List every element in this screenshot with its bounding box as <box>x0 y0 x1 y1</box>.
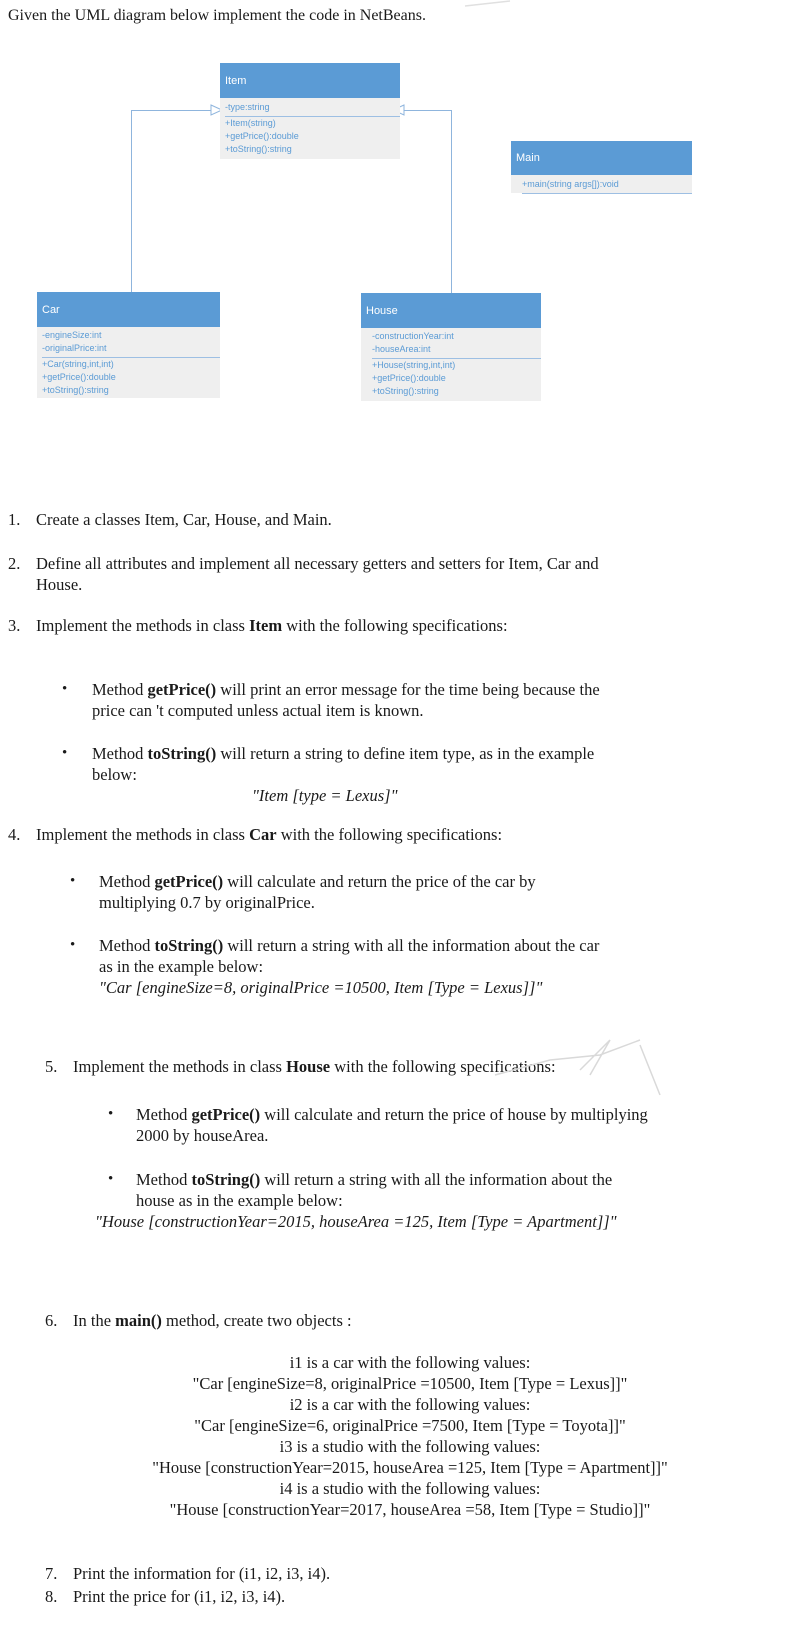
uml-attribute: -type:string <box>225 102 270 112</box>
uml-method: +toString():string <box>372 386 439 396</box>
step-3-bullet-2: Method toString() will return a string to define item type, as in the example <box>92 744 595 763</box>
uml-class-item-name: Item <box>220 63 400 98</box>
bullet-icon: • <box>70 873 76 889</box>
step-5-bullet-2-line-2: house as in the example below: <box>136 1191 343 1210</box>
step-4-text: Implement the methods in class Car with the following specifications: <box>36 825 503 844</box>
uml-class-car-name: Car <box>37 292 220 327</box>
step-5-example: "House [constructionYear=2015, houseArea =125, Item [Type = Apartment]]" <box>95 1212 617 1231</box>
object-definitions <box>60 1352 760 1520</box>
step-5-bullet-2: Method toString() will return a string with all the information about the <box>136 1170 613 1189</box>
step-number: 2. <box>8 554 21 573</box>
uml-method: +Car(string,int,int) <box>42 359 114 369</box>
uml-class-house <box>361 293 541 401</box>
bullet-icon: • <box>108 1106 114 1122</box>
uml-class-main-name: Main <box>511 141 692 175</box>
uml-class-car <box>37 292 220 398</box>
uml-attribute: -originalPrice:int <box>42 343 107 353</box>
object-line: "Car [engineSize=6, originalPrice =7500, Item [Type = Toyota]]" <box>194 1416 626 1435</box>
step-3-bullet-1-line-2: price can 't computed unless actual item is known. <box>92 701 424 720</box>
step-number: 1. <box>8 510 21 529</box>
bullet-icon: • <box>62 745 68 761</box>
step-3-bullet-2-line-2: below: <box>92 765 137 784</box>
step-6-text: In the main() method, create two objects : <box>73 1311 352 1330</box>
bullet-icon: • <box>62 681 68 697</box>
uml-method: +Item(string) <box>225 118 276 128</box>
step-number: 5. <box>45 1057 58 1076</box>
step-3-text: Implement the methods in class Item with the following specifications: <box>36 616 508 635</box>
step-8-text: Print the price for (i1, i2, i3, i4). <box>73 1587 286 1606</box>
step-3-example: "Item [type = Lexus]" <box>252 786 398 805</box>
uml-method: +getPrice():double <box>225 131 299 141</box>
uml-class-house-name: House <box>361 293 541 328</box>
object-line: i2 is a car with the following values: <box>289 1395 531 1414</box>
step-number: 7. <box>45 1564 58 1583</box>
step-2-line-2: House. <box>36 575 83 594</box>
step-5-bullet-1: Method getPrice() will calculate and return the price of house by multiplying <box>136 1105 648 1124</box>
step-1-text: Create a classes Item, Car, House, and Main. <box>36 510 332 529</box>
uml-method: +getPrice():double <box>372 373 446 383</box>
step-5-text: Implement the methods in class House with the following specifications: <box>73 1057 556 1076</box>
step-4-bullet-2: Method toString() will return a string with all the information about the car <box>99 936 600 955</box>
object-line: "House [constructionYear=2017, houseArea =58, Item [Type = Studio]]" <box>169 1500 651 1519</box>
step-4-bullet-2-line-2: as in the example below: <box>99 957 264 976</box>
object-line: "House [constructionYear=2015, houseArea =125, Item [Type = Apartment]]" <box>152 1458 668 1477</box>
uml-method: +House(string,int,int) <box>372 360 456 370</box>
uml-attribute: -engineSize:int <box>42 330 102 340</box>
uml-method: +main(string args[]):void <box>522 179 619 189</box>
bullet-icon: • <box>108 1171 114 1187</box>
step-number: 4. <box>8 825 21 844</box>
intro-text: Given the UML diagram below implement the code in NetBeans. <box>8 7 426 24</box>
step-3-bullet-1: Method getPrice() will print an error message for the time being because the <box>92 680 600 699</box>
scribble-mark <box>490 1035 680 1115</box>
uml-class-item <box>220 63 400 159</box>
step-2-line-1: Define all attributes and implement all necessary getters and setters for Item, Car and <box>36 554 599 573</box>
step-number: 8. <box>45 1587 58 1606</box>
scribble-mark <box>460 0 520 8</box>
object-line: "Car [engineSize=8, originalPrice =10500, Item [Type = Lexus]]" <box>192 1374 628 1393</box>
uml-method: +toString():string <box>42 385 109 395</box>
uml-class-main <box>511 141 692 193</box>
step-7-text: Print the information for (i1, i2, i3, i4). <box>73 1564 331 1583</box>
object-line: i4 is a studio with the following values: <box>279 1479 541 1498</box>
uml-attribute: -constructionYear:int <box>372 331 454 341</box>
step-4-bullet-1-line-2: multiplying 0.7 by originalPrice. <box>99 893 315 912</box>
step-5-bullet-1-line-2: 2000 by houseArea. <box>136 1126 269 1145</box>
uml-method: +toString():string <box>225 144 292 154</box>
step-number: 6. <box>45 1311 58 1330</box>
bullet-icon: • <box>70 937 76 953</box>
uml-attribute: -houseArea:int <box>372 344 431 354</box>
object-line: i3 is a studio with the following values: <box>279 1437 541 1456</box>
step-number: 3. <box>8 616 21 635</box>
step-4-bullet-1: Method getPrice() will calculate and return the price of the car by <box>99 872 536 891</box>
step-4-example: "Car [engineSize=8, originalPrice =10500, Item [Type = Lexus]]" <box>99 978 543 997</box>
object-line: i1 is a car with the following values: <box>289 1353 531 1372</box>
uml-method: +getPrice():double <box>42 372 116 382</box>
